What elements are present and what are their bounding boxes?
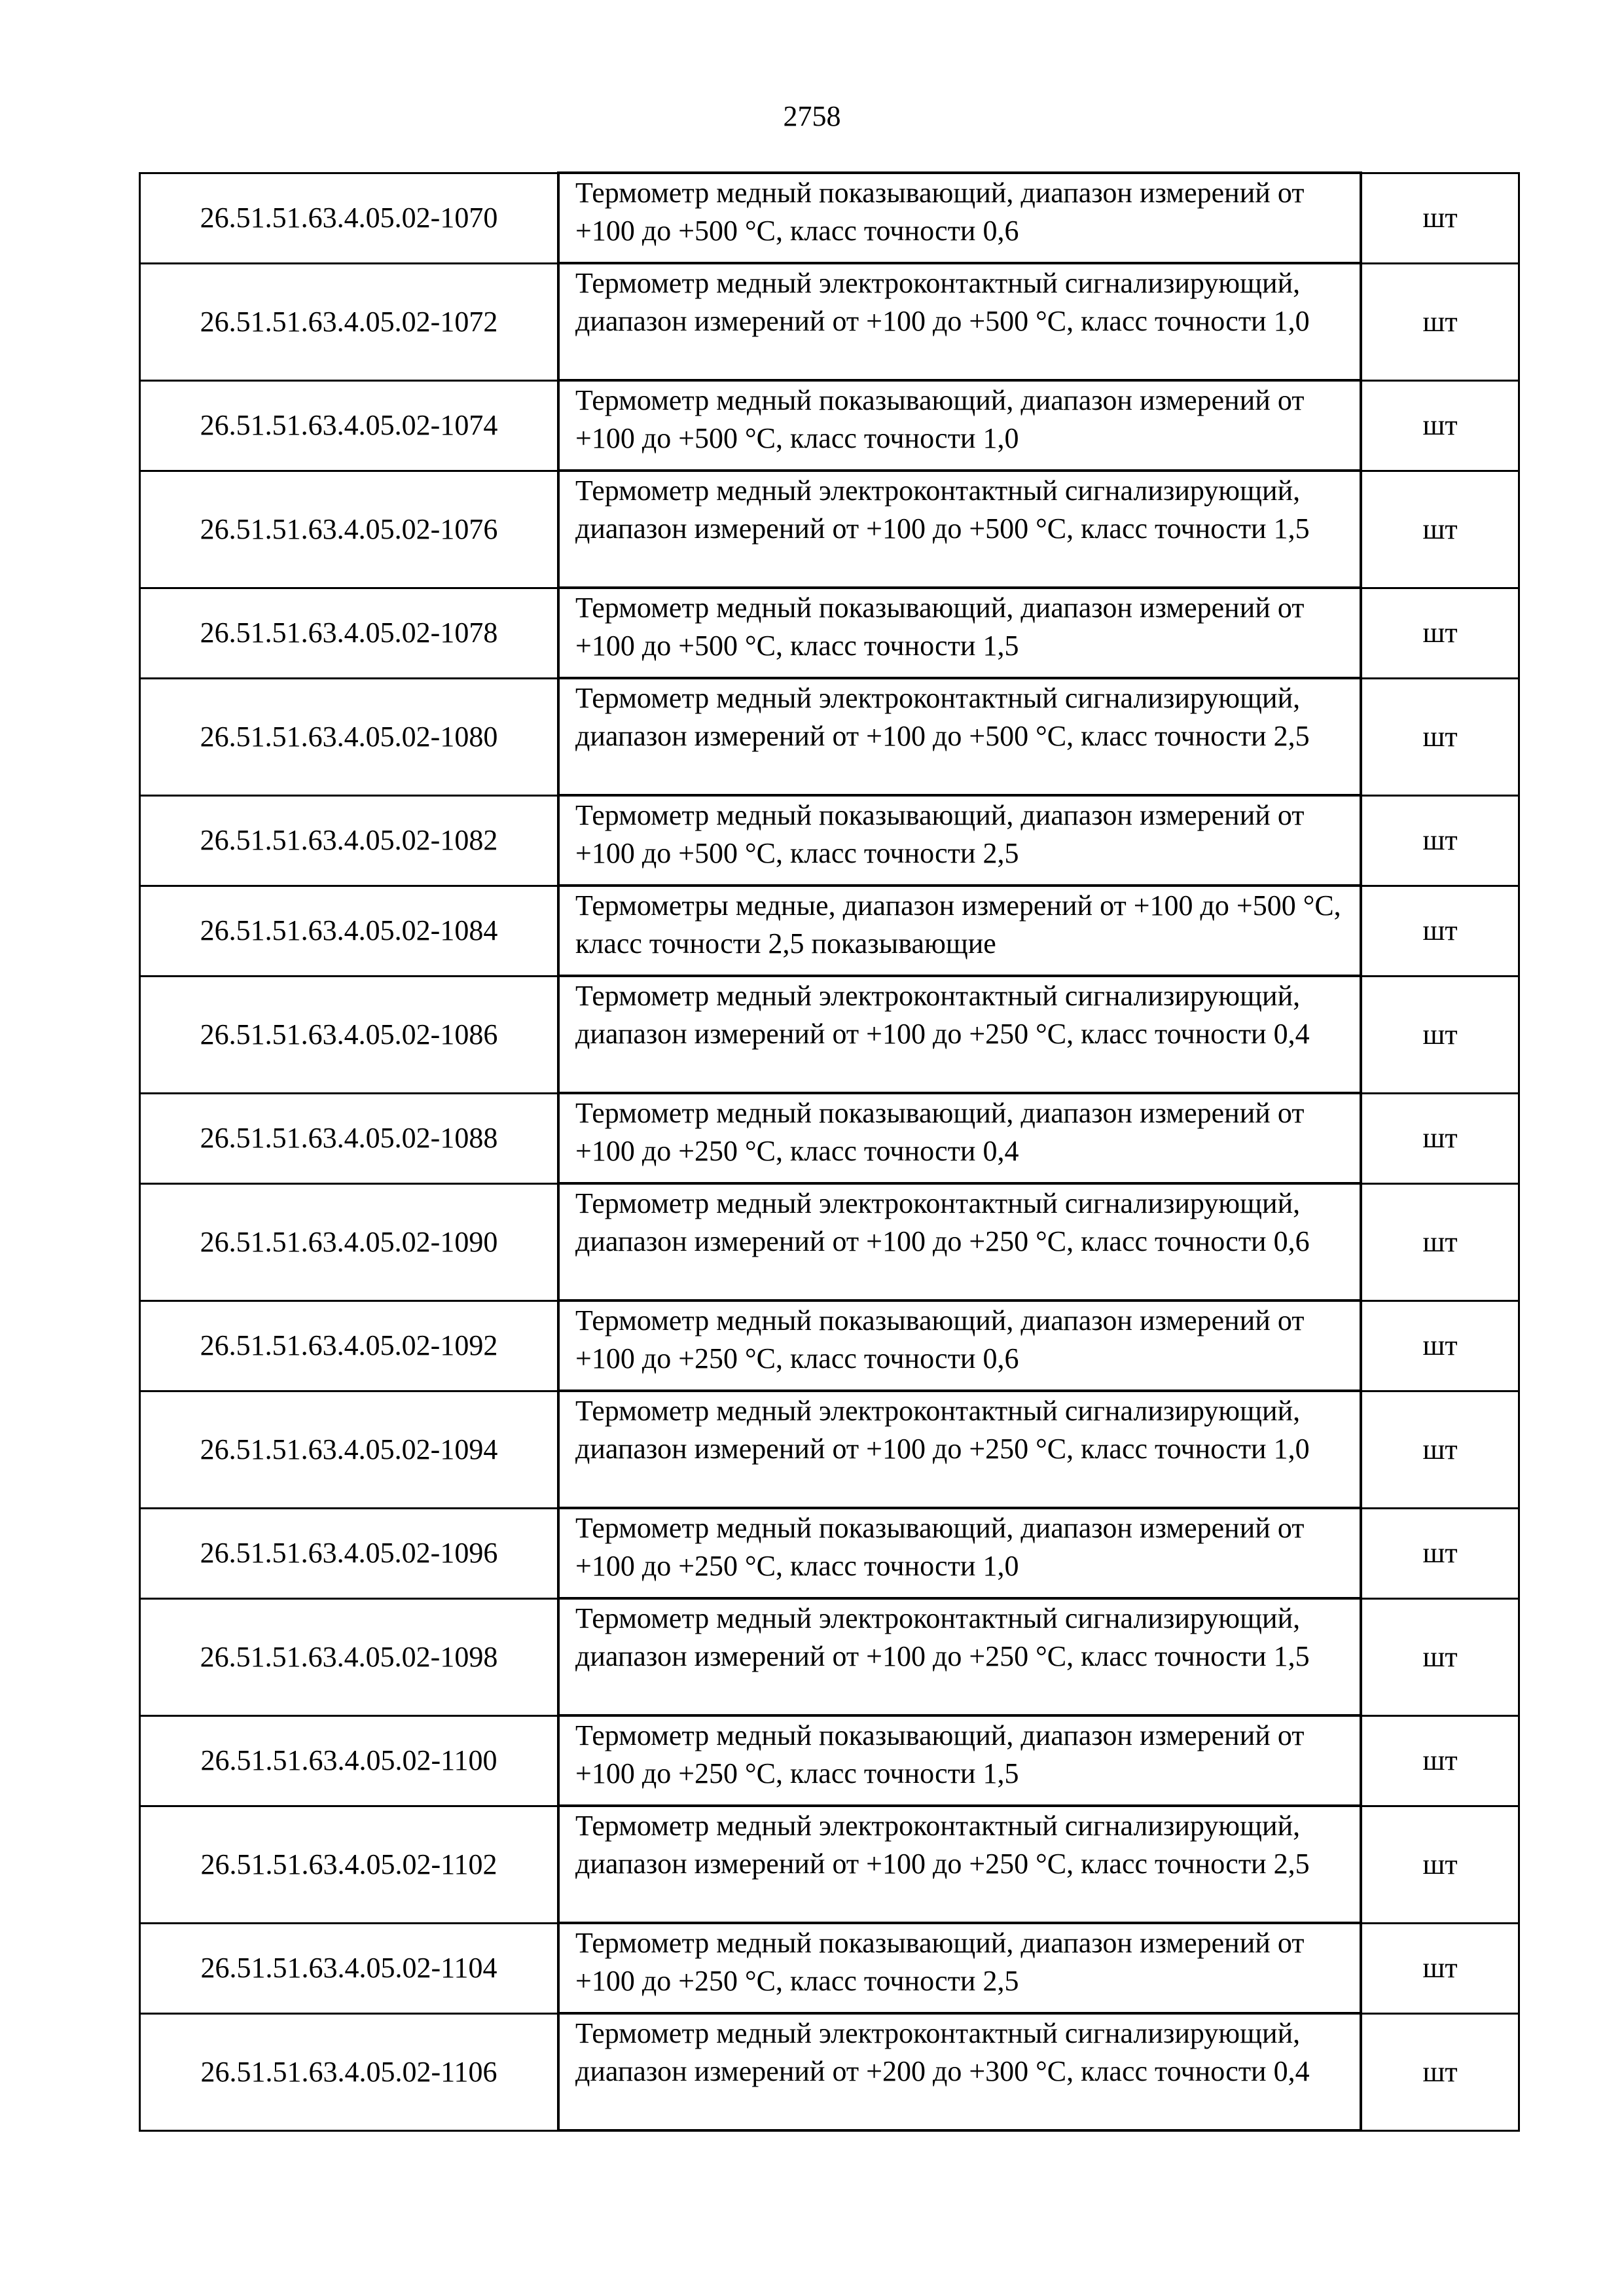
item-unit: шт xyxy=(1361,1806,1519,1923)
catalog-table xyxy=(139,171,1520,2132)
table-row xyxy=(140,173,1519,263)
item-description: Термометр медный показывающий, диапазон измерений от +100 до +500 °С, класс точности 1,0 xyxy=(558,380,1361,471)
item-code: 26.51.51.63.4.05.02-1090 xyxy=(140,1183,559,1300)
table-row xyxy=(140,976,1519,1093)
table-row xyxy=(140,1598,1519,1715)
item-description: Термометр медный электроконтактный сигнализирующий, диапазон измерений от +100 до +250 °С, класс точности 0,4 xyxy=(558,976,1361,1093)
item-unit: шт xyxy=(1361,380,1519,471)
item-description: Термометр медный электроконтактный сигнализирующий, диапазон измерений от +100 до +500 °С, класс точности 1,5 xyxy=(558,471,1361,588)
item-unit: шт xyxy=(1361,1183,1519,1300)
item-description: Термометр медный электроконтактный сигнализирующий, диапазон измерений от +100 до +500 °С, класс точности 1,0 xyxy=(558,263,1361,380)
item-description: Термометр медный показывающий, диапазон измерений от +100 до +250 °С, класс точности 0,4 xyxy=(558,1093,1361,1183)
item-description: Термометр медный электроконтактный сигнализирующий, диапазон измерений от +200 до +300 °С, класс точности 0,4 xyxy=(558,2013,1361,2130)
item-unit: шт xyxy=(1361,976,1519,1093)
table-row xyxy=(140,795,1519,886)
item-code: 26.51.51.63.4.05.02-1078 xyxy=(140,588,559,678)
table-row xyxy=(140,471,1519,588)
item-unit: шт xyxy=(1361,471,1519,588)
item-description: Термометр медный электроконтактный сигнализирующий, диапазон измерений от +100 до +250 °С, класс точности 1,0 xyxy=(558,1391,1361,1508)
table-row xyxy=(140,1093,1519,1183)
table-row xyxy=(140,1300,1519,1391)
item-code: 26.51.51.63.4.05.02-1100 xyxy=(140,1715,559,1806)
item-unit: шт xyxy=(1361,1923,1519,2013)
item-code: 26.51.51.63.4.05.02-1092 xyxy=(140,1300,559,1391)
item-code: 26.51.51.63.4.05.02-1074 xyxy=(140,380,559,471)
table-row xyxy=(140,2013,1519,2130)
table-row xyxy=(140,678,1519,795)
item-unit: шт xyxy=(1361,678,1519,795)
table-row xyxy=(140,1183,1519,1300)
item-unit: шт xyxy=(1361,1093,1519,1183)
table-row xyxy=(140,1508,1519,1598)
table-row xyxy=(140,1923,1519,2013)
item-unit: шт xyxy=(1361,173,1519,263)
item-unit: шт xyxy=(1361,1508,1519,1598)
item-description: Термометр медный электроконтактный сигнализирующий, диапазон измерений от +100 до +250 °С, класс точности 2,5 xyxy=(558,1806,1361,1923)
table-row xyxy=(140,263,1519,380)
item-code: 26.51.51.63.4.05.02-1102 xyxy=(140,1806,559,1923)
item-description: Термометр медный показывающий, диапазон измерений от +100 до +500 °С, класс точности 1,5 xyxy=(558,588,1361,678)
item-description: Термометры медные, диапазон измерений от +100 до +500 °С, класс точности 2,5 показывающие xyxy=(558,886,1361,976)
item-unit: шт xyxy=(1361,1715,1519,1806)
item-description: Термометр медный показывающий, диапазон измерений от +100 до +500 °С, класс точности 0,6 xyxy=(558,173,1361,263)
item-unit: шт xyxy=(1361,588,1519,678)
item-description: Термометр медный показывающий, диапазон измерений от +100 до +500 °С, класс точности 2,5 xyxy=(558,795,1361,886)
item-description: Термометр медный электроконтактный сигнализирующий, диапазон измерений от +100 до +250 °С, класс точности 1,5 xyxy=(558,1598,1361,1715)
item-unit: шт xyxy=(1361,1598,1519,1715)
table-row xyxy=(140,380,1519,471)
item-unit: шт xyxy=(1361,1391,1519,1508)
item-code: 26.51.51.63.4.05.02-1086 xyxy=(140,976,559,1093)
item-description: Термометр медный электроконтактный сигнализирующий, диапазон измерений от +100 до +250 °С, класс точности 0,6 xyxy=(558,1183,1361,1300)
item-code: 26.51.51.63.4.05.02-1084 xyxy=(140,886,559,976)
table-row xyxy=(140,1391,1519,1508)
item-description: Термометр медный показывающий, диапазон измерений от +100 до +250 °С, класс точности 0,6 xyxy=(558,1300,1361,1391)
item-code: 26.51.51.63.4.05.02-1104 xyxy=(140,1923,559,2013)
item-code: 26.51.51.63.4.05.02-1106 xyxy=(140,2013,559,2130)
item-description: Термометр медный показывающий, диапазон измерений от +100 до +250 °С, класс точности 1,5 xyxy=(558,1715,1361,1806)
table-row xyxy=(140,588,1519,678)
item-description: Термометр медный электроконтактный сигнализирующий, диапазон измерений от +100 до +500 °С, класс точности 2,5 xyxy=(558,678,1361,795)
item-code: 26.51.51.63.4.05.02-1088 xyxy=(140,1093,559,1183)
item-code: 26.51.51.63.4.05.02-1094 xyxy=(140,1391,559,1508)
table-row xyxy=(140,1806,1519,1923)
table-row xyxy=(140,886,1519,976)
item-unit: шт xyxy=(1361,263,1519,380)
item-code: 26.51.51.63.4.05.02-1096 xyxy=(140,1508,559,1598)
item-description: Термометр медный показывающий, диапазон измерений от +100 до +250 °С, класс точности 2,5 xyxy=(558,1923,1361,2013)
item-code: 26.51.51.63.4.05.02-1082 xyxy=(140,795,559,886)
item-code: 26.51.51.63.4.05.02-1070 xyxy=(140,173,559,263)
item-unit: шт xyxy=(1361,795,1519,886)
table-row xyxy=(140,1715,1519,1806)
item-code: 26.51.51.63.4.05.02-1080 xyxy=(140,678,559,795)
item-description: Термометр медный показывающий, диапазон измерений от +100 до +250 °С, класс точности 1,0 xyxy=(558,1508,1361,1598)
item-code: 26.51.51.63.4.05.02-1076 xyxy=(140,471,559,588)
item-unit: шт xyxy=(1361,886,1519,976)
item-code: 26.51.51.63.4.05.02-1098 xyxy=(140,1598,559,1715)
item-code: 26.51.51.63.4.05.02-1072 xyxy=(140,263,559,380)
item-unit: шт xyxy=(1361,2013,1519,2130)
item-unit: шт xyxy=(1361,1300,1519,1391)
page-number: 2758 xyxy=(783,100,841,132)
